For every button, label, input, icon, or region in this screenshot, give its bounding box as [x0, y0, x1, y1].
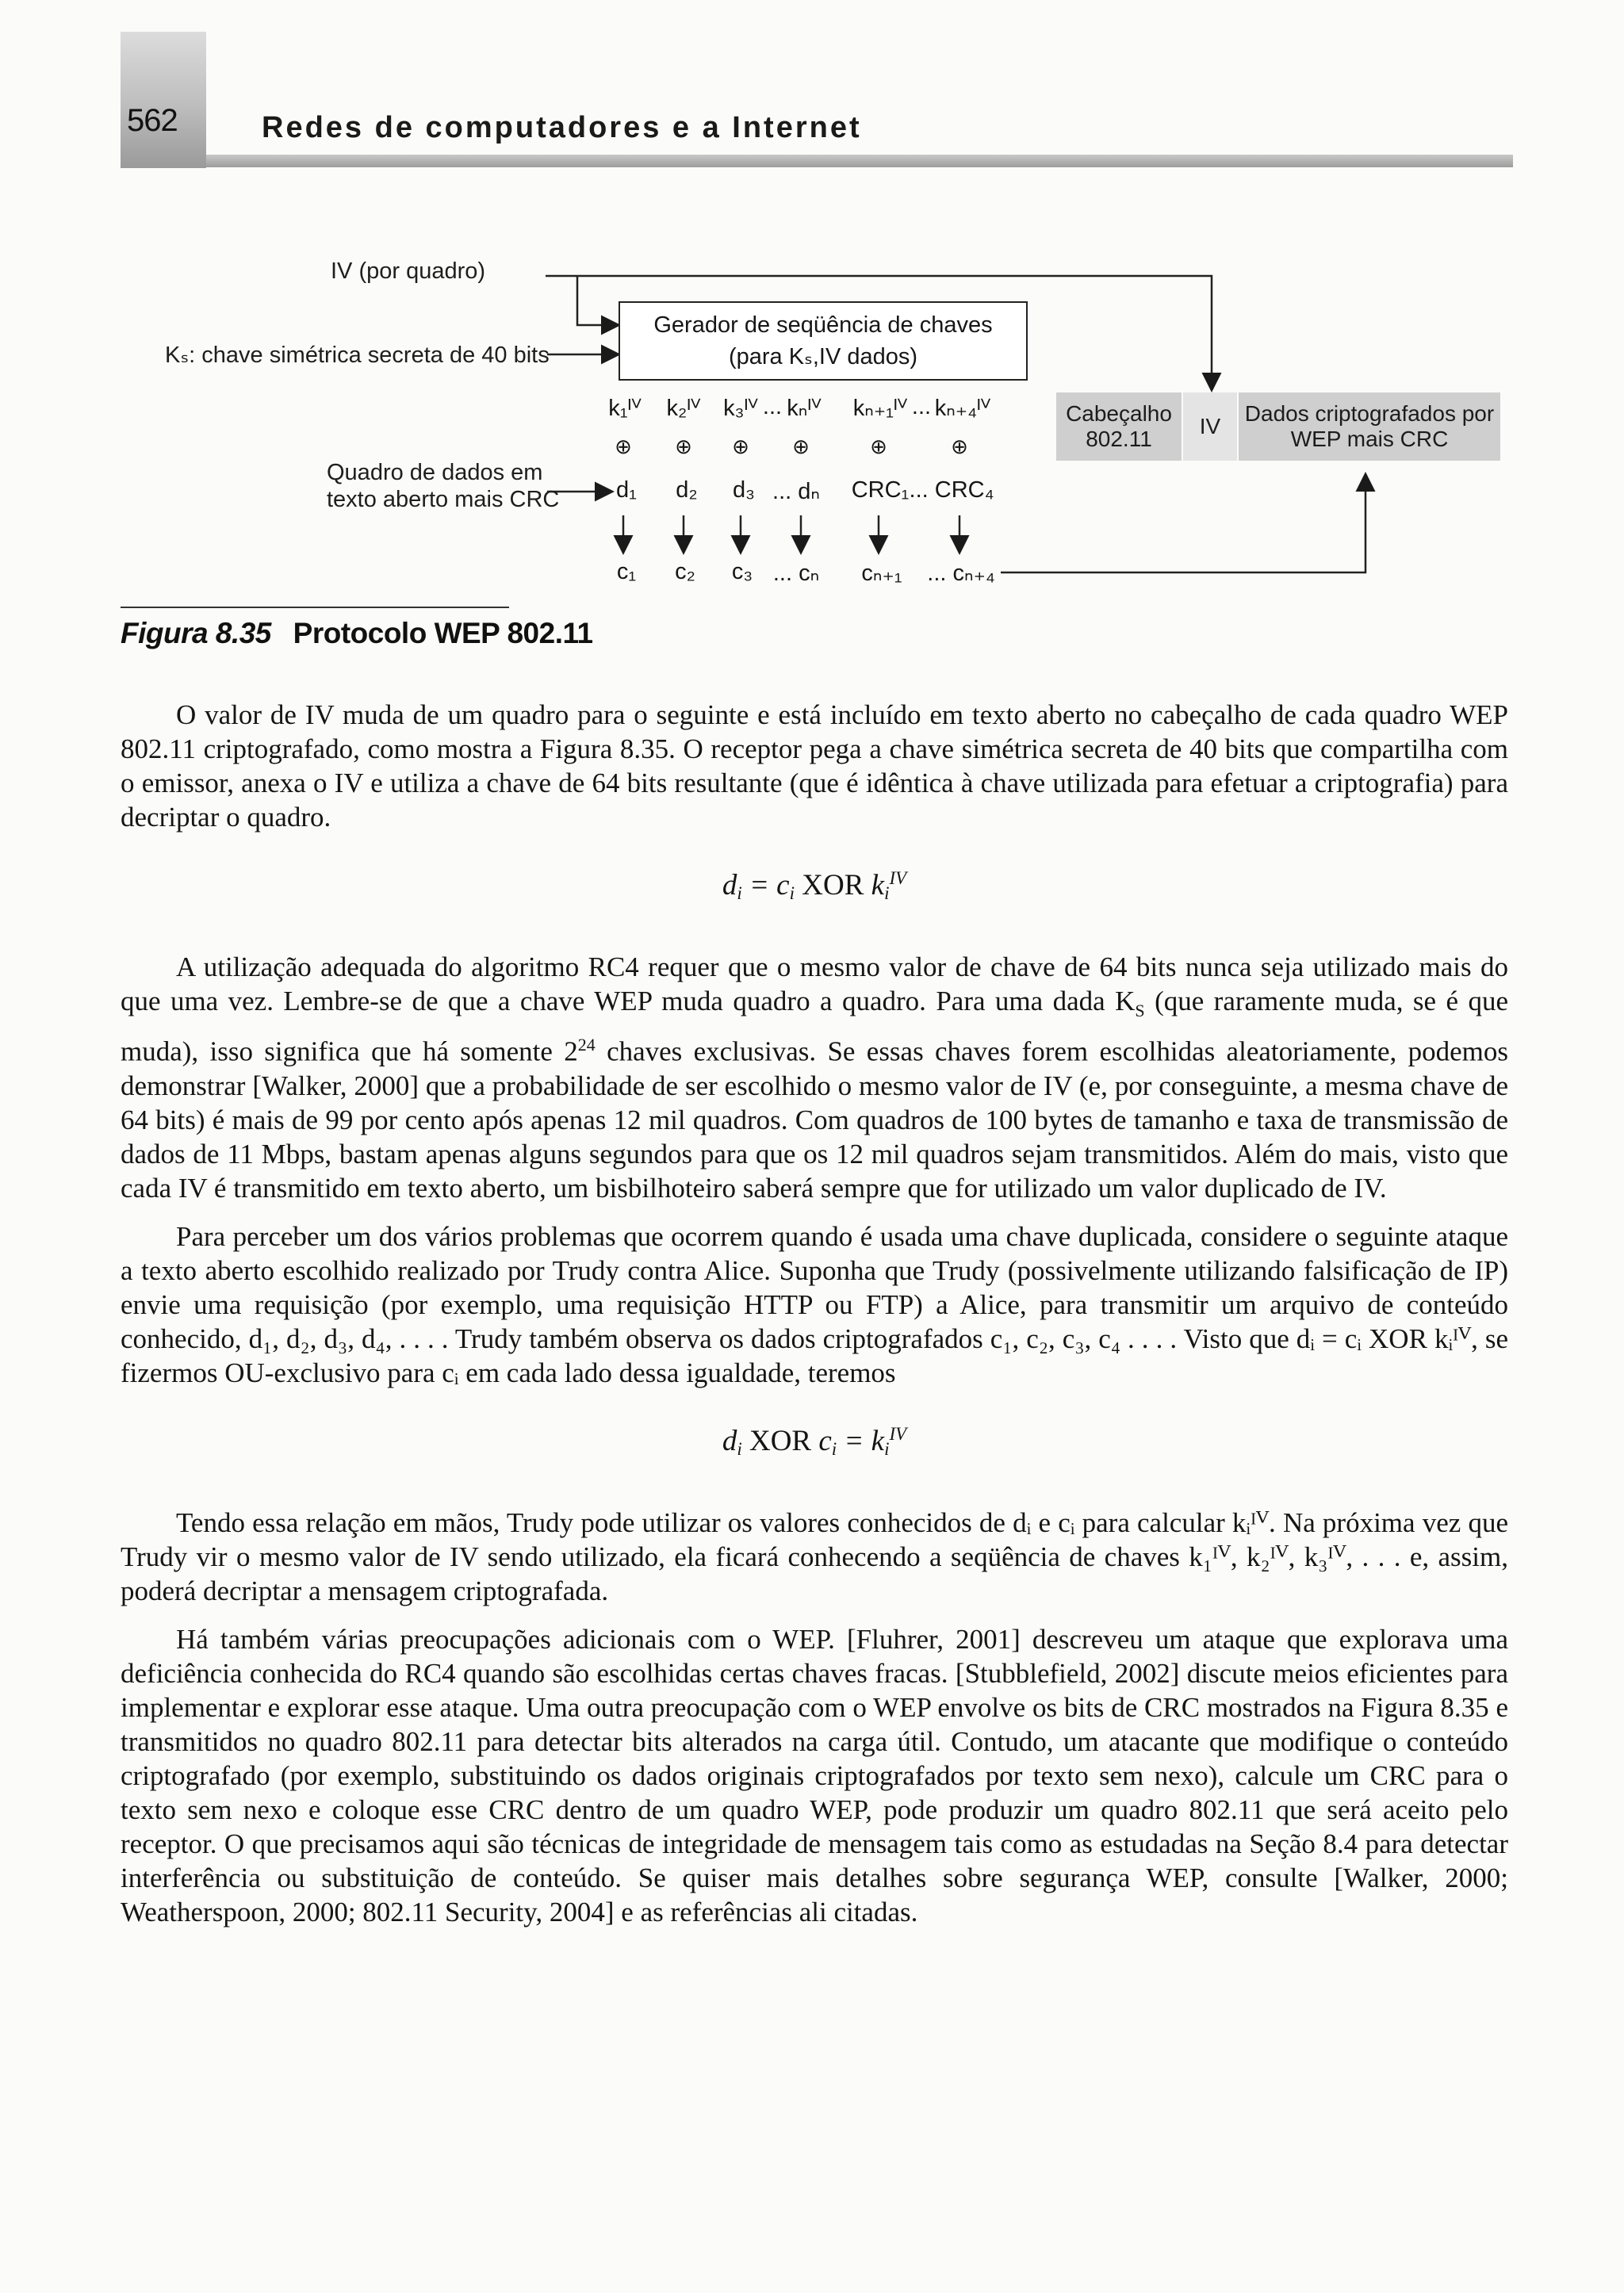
paragraph-5: Há também várias preocupações adicionais com o WEP. [Fluhrer, 2001] descreveu um ataque que explorava uma deficiência conhecida do RC4 quando são escolhidas certas chaves fracas. [Stubblefield, 2002] discute meios eficientes para implementar e explorar esse ataque. Uma outra preocupação com o WEP envolve os bits de CRC mostrados na Figura 8.35 e transmitidos no quadro 802.11 para detectar bits alterados na carga útil. Contudo, um atacante que modifique o conteúdo criptografado (por exemplo, substituindo os dados originais criptografados por texto sem nexo), calcule um CRC para o texto sem nexo e coloque esse CRC dentro de um quadro WEP, pode produzir um quadro 802.11 que será aceito pelo receptor. O que precisamos aqui são técnicas de integridade de mensagem tais como as estudadas na Seção 8.4 para detectar interferência ou substituição de conteúdo. Se quiser mais detalhes sobre segurança WEP, consulte [Walker, 2000; Weatherspoon, 2000; 802.11 Security, 2004] e as referências ali citadas. — [121, 1623, 1508, 1927]
p2-part-b: (que raramente muda, se é que muda), isso significa que há somente 2 — [121, 986, 1508, 1067]
ciphertext-cn1: cₙ₊₁ — [861, 561, 902, 586]
plaintext-crc1: CRC₁ — [851, 477, 910, 503]
figure-wep-protocol — [0, 0, 1624, 649]
ciphertext-c2: c₂ — [675, 559, 695, 584]
keystream-generator-box — [619, 301, 1028, 381]
eq2-sub-d: i — [737, 1438, 742, 1459]
eq1-rhs: k — [871, 869, 885, 902]
frame-data-cell: Dados criptografados por WEP mais CRC — [1239, 392, 1500, 461]
eq2-op: XOR — [741, 1424, 819, 1457]
eq1-sub-k: i — [884, 883, 890, 903]
eq2-sub-k: i — [884, 1438, 890, 1459]
eq1-sub: i — [737, 883, 742, 903]
eq2-sup: IV — [889, 1423, 907, 1444]
eq1-sup: IV — [889, 868, 907, 888]
eq1-lhs: d — [722, 869, 737, 902]
xor-symbol-6: ⊕ — [951, 434, 968, 458]
page-number: 562 — [127, 103, 178, 138]
eq1-op: XOR — [795, 869, 871, 902]
xor-symbol-3: ⊕ — [732, 434, 749, 458]
keystream-k2: k₂ᴵⱽ — [666, 396, 701, 421]
paragraph-1: O valor de IV muda de um quadro para o seguinte e está incluído em texto aberto no cabeçalho de cada quadro WEP 802.11 criptografado, como mostra a Figura 8.35. O receptor pega a chave simétrica secreta de 40 bits que compartilha com o emissor, anexa o IV e utiliza a chave de 64 bits resultante (que é idêntica à chave utilizada para efetuar a criptografia) para decriptar o quadro. — [121, 699, 1508, 833]
book-title: Redes de computadores e a Internet — [262, 111, 862, 144]
ciphertext-to-packet-line — [1001, 476, 1365, 572]
eq2-sub-c: i — [831, 1438, 837, 1459]
keystream-kn4: kₙ₊₄ᴵⱽ — [934, 396, 991, 421]
iv-label: IV (por quadro) — [331, 258, 486, 284]
keystream-ellipsis-1: ... — [762, 394, 783, 419]
equation-1 — [121, 861, 1508, 910]
plaintext-d2: d₂ — [676, 477, 698, 503]
keystream-k1: k₁ᴵⱽ — [608, 396, 642, 421]
figure-caption — [121, 617, 593, 650]
ciphertext-cn: ... cₙ — [772, 561, 820, 586]
equation-2 — [121, 1417, 1508, 1466]
p2-part-c: chaves exclusivas. Se essas chaves forem escolhidas aleatoriamente, podemos demonstrar [Walker, 2000] que a probabilidade de ser escolhido o mesmo valor de IV (e, por conseguinte, a mesma chave de 64 bits) é mais de 99 por cento após apenas 12 mil quadros. Com quadros de 100 bytes de tamanho e taxa de transmissão de dados de 11 Mbps, bastam apenas alguns segundos para que os 12 mil quadros sejam transmitidos. Além do mais, visto que cada IV é transmitido em texto aberto, um bisbilhoteiro saberá sempre que for utilizado um valor duplicado de IV. — [121, 1035, 1508, 1204]
paragraph-3: Para perceber um dos vários problemas que ocorrem quando é usada uma chave duplicada, considere o seguinte ataque a texto aberto escolhido realizado por Trudy contra Alice. Suponha que Trudy (possivelmente utilizando falsificação de IP) envie uma requisição (por exemplo, uma requisição HTTP ou FTP) a Alice, para transmitir um arquivo de conteúdo conhecido, d₁, d₂, d₃, d₄, . . . . Trudy também observa os dados criptografados c₁, c₂, c₃, c₄ . . . . Visto que dᵢ = cᵢ XOR kᵢᴵⱽ, se fizermos OU-exclusivo para cᵢ em cada lado dessa igualdade, teremos — [121, 1220, 1508, 1388]
p2-sup-24: 24 — [577, 1035, 596, 1055]
body-text — [121, 698, 1508, 1943]
keystream-ellipsis-2: ... — [911, 394, 932, 419]
keystream-kn1: kₙ₊₁ᴵⱽ — [852, 396, 908, 421]
plaintext-d3: d₃ — [733, 477, 755, 503]
plaintext-d1: d₁ — [616, 477, 637, 503]
ciphertext-c3: c₃ — [731, 559, 753, 584]
eq2-eq: = k — [837, 1424, 885, 1457]
ciphertext-cn4: ... cₙ₊₄ — [927, 561, 995, 586]
keystream-kn: kₙᴵⱽ — [787, 396, 822, 421]
figure-number: Figura 8.35 — [121, 617, 271, 649]
p2-sub-s: S — [1135, 1001, 1145, 1020]
plaintext-crc4: ... CRC₄ — [909, 477, 994, 503]
paragraph-4: Tendo essa relação em mãos, Trudy pode utilizar os valores conhecidos de dᵢ e cᵢ para calcular kᵢᴵⱽ. Na próxima vez que Trudy vir o mesmo valor de IV sendo utilizado, ela ficará conhecendo a seqüência de chaves k₁ᴵⱽ, k₂ᴵⱽ, k₃ᴵⱽ, . . . e, assim, poderá decriptar a mensagem criptografada. — [121, 1506, 1508, 1606]
eq2-mid: c — [818, 1424, 832, 1457]
paragraph-2 — [121, 950, 1508, 1205]
plaintext-label-line2: texto aberto mais CRC — [327, 487, 560, 512]
caption-rule — [121, 607, 509, 608]
plaintext-dn: ... dₙ — [772, 479, 820, 504]
iv-to-generator-line — [577, 276, 617, 325]
xor-symbol-4: ⊕ — [792, 434, 810, 458]
xor-symbol-1: ⊕ — [615, 434, 632, 458]
xor-symbol-5: ⊕ — [870, 434, 887, 458]
eq2-lhs: d — [722, 1424, 737, 1457]
generator-line1: Gerador de seqüência de chaves — [653, 312, 993, 338]
eq1-mid: = c — [741, 869, 790, 902]
key-label: Kₛ: chave simétrica secreta de 40 bits — [165, 343, 550, 368]
eq1-sub-c: i — [789, 883, 795, 903]
keystream-k3: k₃ᴵⱽ — [723, 396, 758, 421]
p2-part-a: A utilização adequada do algoritmo RC4 requer que o mesmo valor de chave de 64 bits nunca seja utilizado mais do que uma vez. Lembre-se de que a chave WEP muda quadro a quadro. Para uma dada K — [121, 951, 1508, 1016]
xor-symbol-2: ⊕ — [675, 434, 692, 458]
plaintext-label-line1: Quadro de dados em — [327, 460, 543, 485]
figure-title: Protocolo WEP 802.11 — [293, 617, 593, 649]
frame-iv-cell: IV — [1183, 392, 1237, 461]
ciphertext-c1: c₁ — [616, 559, 637, 584]
generator-line2: (para Kₛ,IV dados) — [728, 344, 918, 369]
frame-header-cell: Cabeçalho 802.11 — [1056, 392, 1182, 461]
